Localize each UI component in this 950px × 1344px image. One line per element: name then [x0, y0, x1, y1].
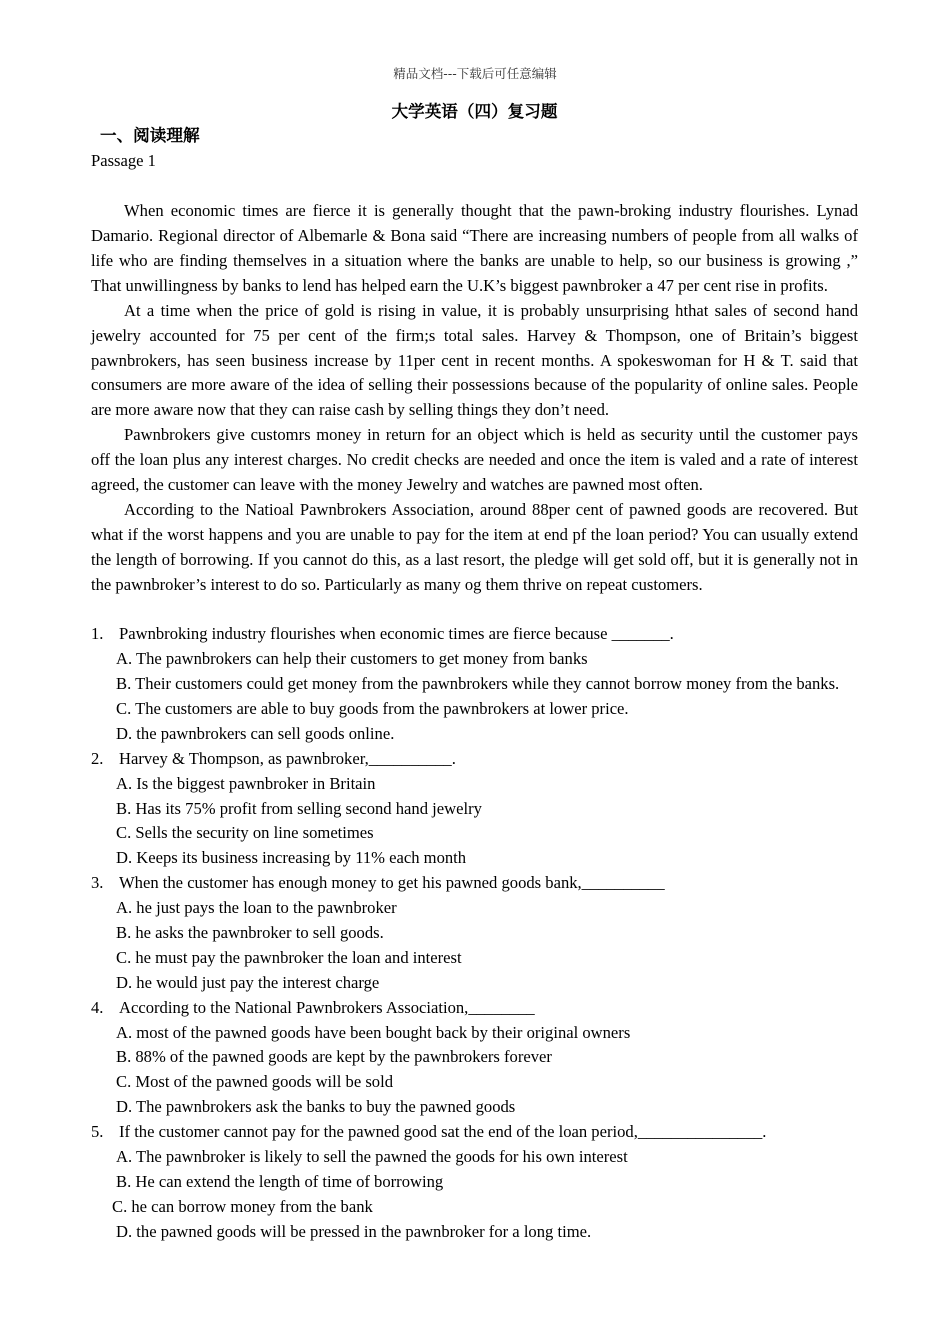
paragraph-line: the length of borrowing. If you cannot do this, as a last resort, the pledge will get sold off, but it is generally not in — [91, 549, 858, 569]
answer-option-c: C. The customers are able to buy goods from the pawnbrokers at lower price. — [116, 698, 629, 718]
section-heading: 一、阅读理解 — [100, 126, 200, 146]
question-number: 5. — [91, 1122, 104, 1142]
question-stem-line — [91, 622, 858, 647]
question-5 — [91, 1120, 858, 1244]
passage-paragraph-3 — [91, 423, 858, 498]
question-number: 2. — [91, 748, 104, 768]
answer-option-d: D. the pawned goods will be pressed in the pawnbroker for a long time. — [116, 1221, 592, 1241]
question-3 — [91, 871, 858, 995]
paragraph-line: are more aware now that they can raise cash by selling things they don’t need. — [91, 400, 610, 420]
paragraph-line: what if the worst happens and you are unable to pay for the item at end pf the loan period? You can usually extend — [91, 524, 858, 544]
paragraph-line: off the loan plus any interest charges. No credit checks are needed and once the item is valed and a rate of interest — [91, 450, 858, 470]
question-stem: Pawnbroking industry flourishes when economic times are fierce because _______. — [119, 624, 674, 644]
header-watermark: 精品文档---下载后可任意编辑 — [393, 66, 557, 81]
document-body — [91, 100, 858, 1245]
passage-paragraph-1 — [91, 199, 858, 299]
question-2 — [91, 747, 858, 871]
answer-option-c: C. Sells the security on line sometimes — [116, 823, 374, 843]
paragraph-line: the pawnbroker’s interest to do so. Particularly as many og them thrive on repeat customers. — [91, 574, 703, 594]
question-stem: When the customer has enough money to get his pawned goods bank,__________ — [119, 873, 665, 893]
passage-label: Passage 1 — [91, 151, 156, 171]
paragraph-line: pawnbrokers, has seen business increase by 11per cent in recent months. A spokeswoman for H & T. said that — [91, 350, 858, 370]
paragraph-line: Pawnbrokers give customrs money in return for an object which is held as security until the customer pays — [124, 425, 858, 445]
question-stem-line — [91, 747, 858, 772]
question-stem-line — [91, 871, 858, 896]
paragraph-line: At a time when the price of gold is rising in value, it is probably unsurprising hthat sales of second hand — [124, 300, 858, 320]
answer-option-a: A. Is the biggest pawnbroker in Britain — [116, 773, 376, 793]
passage-paragraph-4 — [91, 498, 858, 598]
paragraph-line: That unwillingness by banks to lend has helped earn the U.K’s biggest pawnbroker a 47 per cent rise in profits. — [91, 275, 828, 295]
answer-option-b: B. He can extend the length of time of borrowing — [116, 1171, 444, 1191]
answer-option-d: D. the pawnbrokers can sell goods online. — [116, 723, 395, 743]
answer-option-d: D. he would just pay the interest charge — [116, 972, 380, 992]
answer-option-b: B. he asks the pawnbroker to sell goods. — [116, 922, 384, 942]
question-4 — [91, 996, 858, 1120]
blank-line — [91, 174, 858, 199]
answer-option-b: B. 88% of the pawned goods are kept by the pawnbrokers forever — [116, 1047, 552, 1067]
question-number: 3. — [91, 873, 104, 893]
answer-option-b: B. Their customers could get money from the pawnbrokers while they cannot borrow money from the banks. — [116, 674, 840, 694]
paragraph-line: life who are finding themselves in a situation where the banks are unable to help, so our business is growing ,” — [91, 250, 858, 270]
paragraph-line: consumers are more aware of the idea of selling their possessions because of the popularity of online sales. People — [91, 375, 858, 395]
paragraph-line: Damario. Regional director of Albemarle & Bona said “There are increasing numbers of people from all walks of — [91, 226, 858, 246]
answer-option-d: D. The pawnbrokers ask the banks to buy the pawned goods — [116, 1097, 516, 1117]
answer-option-a: A. The pawnbrokers can help their customers to get money from banks — [116, 649, 588, 669]
question-number: 4. — [91, 997, 104, 1017]
paragraph-line: When economic times are fierce it is generally thought that the pawn-broking industry flourishes. Lynad — [124, 201, 858, 221]
questions-list — [91, 622, 858, 1244]
answer-option-c: C. he must pay the pawnbroker the loan and interest — [116, 947, 462, 967]
answer-option-d: D. Keeps its business increasing by 11% each month — [116, 848, 467, 868]
answer-option-c: C. he can borrow money from the bank — [112, 1196, 373, 1216]
question-stem: According to the National Pawnbrokers Association,________ — [119, 997, 535, 1017]
question-1 — [91, 622, 858, 746]
answer-option-a: A. most of the pawned goods have been bought back by their original owners — [116, 1022, 631, 1042]
paragraph-line: agreed, the customer can leave with the money Jewelry and watches are pawned most often. — [91, 474, 703, 494]
question-number: 1. — [91, 624, 104, 644]
question-stem-line — [91, 996, 858, 1021]
answer-option-c: C. Most of the pawned goods will be sold — [116, 1072, 394, 1092]
paragraph-line: jewelry accounted for 75 per cent of the firm;s total sales. Harvey & Thompson, one of Britain’s biggest — [91, 325, 858, 345]
blank-line — [91, 597, 858, 622]
passage — [91, 199, 858, 597]
answer-option-b: B. Has its 75% profit from selling second hand jewelry — [116, 798, 482, 818]
question-stem: If the customer cannot pay for the pawned good sat the end of the loan period,_______________. — [119, 1122, 767, 1142]
paragraph-line: According to the Natioal Pawnbrokers Association, around 88per cent of pawned goods are recovered. But — [124, 499, 858, 519]
passage-paragraph-2 — [91, 299, 858, 423]
answer-option-a: A. he just pays the loan to the pawnbroker — [116, 898, 397, 918]
question-stem: Harvey & Thompson, as pawnbroker,__________. — [119, 748, 456, 768]
answer-option-a: A. The pawnbroker is likely to sell the pawned the goods for his own interest — [116, 1147, 628, 1166]
document-title: 大学英语（四）复习题 — [391, 101, 558, 121]
question-stem-line — [91, 1120, 858, 1145]
